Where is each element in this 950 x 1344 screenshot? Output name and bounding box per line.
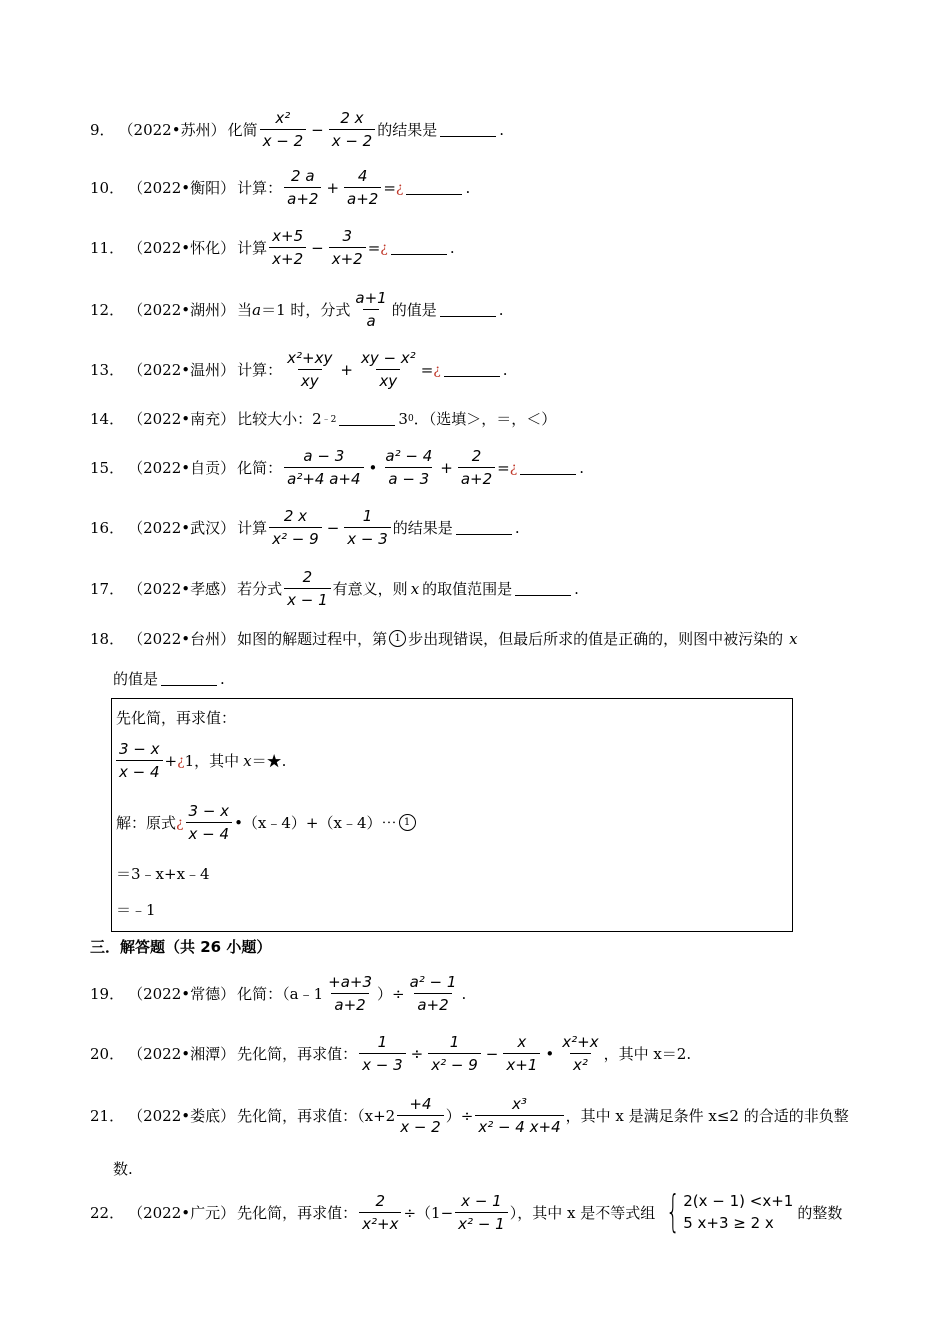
- denominator: x − 2: [260, 129, 307, 151]
- fraction: [382, 446, 435, 489]
- box-text: 1，其中: [184, 752, 240, 770]
- question-17: [90, 567, 579, 610]
- numerator: +a+3: [328, 973, 372, 991]
- period: .: [499, 120, 505, 139]
- operator: −: [311, 120, 324, 139]
- numerator: xy − x²: [360, 349, 416, 367]
- numerator: 3 − x: [188, 802, 230, 820]
- question-19: [90, 972, 466, 1015]
- question-source: （2022•温州）: [128, 361, 236, 379]
- fraction: [325, 972, 375, 1015]
- left-brace: {: [666, 1186, 681, 1237]
- question-text: 计算：: [237, 179, 283, 197]
- question-21-line-2: [113, 1158, 133, 1179]
- denominator: x − 2: [397, 1115, 444, 1137]
- denominator: xy: [376, 369, 400, 391]
- question-text: 步出现错误，但最后所求的值是正确的，则图中被污染的: [408, 630, 784, 648]
- answer-blank: [161, 671, 217, 686]
- operator: •: [368, 458, 378, 477]
- numerator: 4: [357, 167, 368, 185]
- numerator: 1: [377, 1033, 388, 1051]
- section-heading: 三．解答题（共 26 小题）: [90, 938, 272, 956]
- answer-blank: [440, 302, 496, 317]
- numerator: a − 3: [303, 447, 345, 465]
- question-text: 化简：: [237, 459, 283, 477]
- denominator: x − 3: [359, 1053, 406, 1075]
- question-text: 3: [398, 409, 408, 428]
- question-source: （2022•孝感）: [128, 580, 236, 598]
- fraction: [397, 1094, 444, 1137]
- period: .: [502, 360, 508, 379]
- question-number: 9．: [90, 121, 115, 139]
- question-text: 化简：（a﹣1: [237, 985, 324, 1003]
- period: .: [574, 579, 579, 598]
- fraction: [344, 506, 391, 549]
- fraction: [260, 108, 307, 151]
- answer-blank: [339, 411, 395, 426]
- period: .: [498, 300, 504, 319]
- numerator: 2 a: [291, 167, 315, 185]
- denominator: x − 2: [329, 129, 376, 151]
- box-text: 先化简，再求值：: [116, 709, 237, 727]
- denominator: x − 4: [186, 822, 233, 844]
- equals-sign: =: [383, 178, 396, 197]
- question-text: ，其中 x＝2.: [603, 1045, 692, 1063]
- exponent: ﹣2: [321, 415, 337, 425]
- question-number: 14．: [90, 410, 125, 428]
- circled-number: 1: [399, 814, 416, 831]
- question-source: （2022•衡阳）: [128, 179, 236, 197]
- fraction: [329, 226, 366, 269]
- numerator: x − 1: [461, 1191, 502, 1210]
- question-number: 15．: [90, 459, 125, 477]
- question-text: 计算: [237, 239, 268, 257]
- question-number: 11．: [90, 239, 125, 257]
- box-line-4: [116, 863, 210, 884]
- circled-number: 1: [389, 630, 406, 647]
- question-source: （2022•南充）: [128, 410, 236, 428]
- answer-blank: [440, 122, 496, 137]
- fraction: [269, 506, 322, 549]
- question-source: （2022•湖州）: [128, 301, 236, 319]
- denominator: xy: [298, 369, 322, 391]
- denominator: x²+x: [359, 1212, 401, 1234]
- denominator: x² − 1: [455, 1212, 508, 1234]
- garbled-char: ¿: [395, 179, 404, 196]
- period: .: [514, 518, 520, 537]
- question-number: 16．: [90, 519, 125, 537]
- question-number: 18．: [90, 630, 125, 648]
- question-18: [90, 628, 798, 649]
- question-text: 有意义，则: [332, 580, 408, 598]
- numerator: 2 x: [283, 507, 308, 525]
- denominator: x − 4: [116, 760, 163, 782]
- question-text: 先化简，再求值：: [237, 1203, 358, 1222]
- question-text: 当: [237, 301, 253, 319]
- question-text: 如图的解题过程中，第: [237, 630, 388, 648]
- operator: +: [440, 458, 453, 477]
- denominator: x² − 4 x+4: [475, 1115, 563, 1137]
- fraction: [428, 1032, 481, 1075]
- question-text: 的结果是: [392, 519, 453, 537]
- denominator: a+2: [331, 993, 368, 1015]
- denominator: x+2: [329, 247, 366, 269]
- numerator: 2: [471, 447, 482, 465]
- numerator: +4: [409, 1095, 432, 1113]
- fraction: [329, 108, 376, 151]
- numerator: 2 x: [340, 109, 364, 127]
- numerator: a² − 4: [385, 447, 433, 465]
- question-text: 计算：: [237, 361, 283, 379]
- question-source: （2022•怀化）: [128, 239, 236, 257]
- denominator: x² − 9: [428, 1053, 481, 1075]
- fraction: [475, 1094, 563, 1137]
- numerator: x: [517, 1033, 527, 1051]
- fraction: [284, 348, 335, 391]
- exponent: 0: [407, 413, 414, 424]
- fraction: [359, 1191, 401, 1234]
- question-13: [90, 348, 508, 391]
- question-text: 若分式: [237, 580, 283, 598]
- equals-sign: =: [367, 238, 381, 257]
- question-text: 化简: [227, 121, 258, 139]
- question-text: 的整数: [797, 1203, 843, 1222]
- operator: −: [326, 518, 340, 537]
- question-12: [90, 288, 504, 331]
- inequality-2: 5 x+3 ≥ 2 x: [683, 1214, 774, 1232]
- question-number: 19．: [90, 985, 125, 1003]
- numerator: x²+xy: [287, 349, 333, 367]
- fraction: [455, 1191, 508, 1234]
- variable: a: [252, 300, 262, 319]
- denominator: x − 1: [284, 588, 331, 610]
- box-line-3: [116, 801, 418, 844]
- question-text: 的结果是: [377, 121, 438, 139]
- question-number: 12．: [90, 301, 125, 319]
- numerator: x³: [512, 1095, 527, 1113]
- question-text: ），其中 x 是不等式组: [509, 1203, 656, 1222]
- numerator: 2: [375, 1191, 386, 1210]
- fraction: [284, 567, 331, 610]
- question-text: 比较大小：2: [237, 410, 322, 428]
- fraction: [284, 166, 321, 209]
- question-text: ，其中 x 是满足条件 x≤2 的合适的非负整: [565, 1107, 849, 1125]
- fraction: [344, 166, 381, 209]
- period: .: [220, 669, 225, 688]
- numerator: x²: [275, 109, 291, 127]
- question-14: [90, 408, 556, 429]
- question-source: （2022•台州）: [128, 630, 236, 648]
- denominator: x² − 9: [269, 527, 322, 549]
- question-18-line-2: [113, 668, 225, 689]
- operator: +: [164, 751, 178, 770]
- fraction: [116, 739, 163, 782]
- fraction: [458, 446, 495, 489]
- garbled-char: ¿: [509, 459, 518, 476]
- garbled-char: ¿: [177, 752, 185, 769]
- operator: −: [485, 1044, 499, 1063]
- denominator: x²: [570, 1053, 591, 1075]
- equals-sign: =: [497, 458, 510, 477]
- question-text: ÷（1−: [403, 1203, 454, 1222]
- question-16: [90, 506, 520, 549]
- fraction: [407, 972, 460, 1015]
- operator: +: [326, 178, 340, 197]
- question-source: （2022•苏州）: [118, 121, 226, 139]
- question-source: （2022•湘潭）: [128, 1045, 236, 1063]
- question-text: 先化简，再求值：: [237, 1045, 358, 1063]
- denominator: a+2: [344, 187, 381, 209]
- period: .: [465, 178, 471, 197]
- question-text: 的值是: [391, 301, 437, 319]
- denominator: a+2: [284, 187, 321, 209]
- garbled-char: ¿: [176, 814, 184, 831]
- box-text: ＝﹣1: [116, 901, 156, 919]
- equals-sign: =: [420, 360, 434, 379]
- fraction: [269, 226, 306, 269]
- question-source: （2022•武汉）: [128, 519, 236, 537]
- question-source: （2022•自贡）: [128, 459, 236, 477]
- question-text: 的值是: [113, 670, 159, 688]
- question-number: 22．: [90, 1203, 125, 1222]
- question-20: [90, 1032, 691, 1075]
- question-text: ）÷: [377, 985, 405, 1003]
- question-source: （2022•常德）: [128, 985, 236, 1003]
- period: .: [579, 458, 585, 477]
- answer-blank: [444, 362, 500, 377]
- denominator: x+2: [269, 247, 306, 269]
- operator: +: [340, 360, 353, 379]
- answer-blank: [515, 581, 571, 596]
- fraction: [358, 348, 419, 391]
- answer-blank: [406, 180, 462, 195]
- question-21: [90, 1094, 849, 1137]
- box-line-1: [116, 707, 236, 728]
- question-number: 20．: [90, 1045, 125, 1063]
- numerator: 1: [449, 1033, 460, 1051]
- question-source: （2022•娄底）: [128, 1107, 236, 1125]
- garbled-char: ¿: [380, 239, 388, 256]
- fraction: [359, 1032, 406, 1075]
- denominator: a − 3: [385, 467, 432, 489]
- question-15: [90, 446, 584, 489]
- question-number: 17．: [90, 580, 125, 598]
- question-number: 21．: [90, 1107, 125, 1125]
- answer-blank: [391, 240, 447, 255]
- question-10: [90, 166, 470, 209]
- numerator: x+5: [272, 227, 304, 245]
- variable: x: [243, 751, 252, 770]
- numerator: a² − 1: [409, 973, 457, 991]
- fraction: [284, 446, 363, 489]
- numerator: 3: [342, 227, 352, 245]
- period: .: [461, 984, 467, 1003]
- operator: −: [311, 238, 324, 257]
- question-number: 13．: [90, 361, 125, 379]
- numerator: a+1: [355, 289, 387, 307]
- inequality-1: 2(x − 1) <x+1: [683, 1192, 794, 1210]
- question-text: 先化简，再求值：（x+2: [237, 1107, 396, 1125]
- box-line-5: [116, 899, 156, 920]
- question-text: ＝1 时，分式: [261, 301, 351, 319]
- numerator: 1: [362, 507, 373, 525]
- question-text: 的取值范围是: [422, 580, 513, 598]
- question-9: [90, 108, 504, 151]
- numerator: 2: [302, 568, 313, 586]
- denominator: x+1: [503, 1053, 540, 1075]
- solution-box: [111, 698, 793, 932]
- garbled-char: ¿: [433, 361, 441, 378]
- operator: •: [545, 1044, 555, 1063]
- box-text: •（x﹣4）+（x﹣4）⋯: [234, 814, 397, 832]
- fraction: [186, 801, 233, 844]
- denominator: a: [363, 309, 378, 331]
- fraction: [352, 288, 389, 331]
- question-11: [90, 226, 455, 269]
- box-text: ＝3﹣x+x﹣4: [116, 865, 210, 883]
- question-text: 计算: [237, 519, 268, 537]
- box-text: 解：原式: [116, 814, 177, 832]
- answer-blank: [520, 460, 576, 475]
- question-22: [90, 1186, 843, 1237]
- question-source: （2022•广元）: [128, 1203, 236, 1222]
- fraction: [559, 1032, 601, 1075]
- question-number: 10．: [90, 179, 125, 197]
- box-line-2: [116, 739, 286, 782]
- box-text: ＝★.: [251, 752, 287, 770]
- numerator: x²+x: [562, 1033, 599, 1051]
- answer-blank: [456, 520, 512, 535]
- variable: x: [410, 579, 420, 598]
- variable: x: [789, 629, 798, 648]
- denominator: a+2: [414, 993, 451, 1015]
- question-text: 数.: [113, 1160, 133, 1178]
- fraction: [503, 1032, 540, 1075]
- period: .: [449, 238, 455, 257]
- inequality-system: [659, 1186, 794, 1237]
- operator: ÷: [410, 1044, 424, 1063]
- numerator: 3 − x: [119, 740, 160, 758]
- question-text: ．（选填＞，＝，＜）: [413, 410, 557, 428]
- denominator: a+2: [458, 467, 495, 489]
- question-text: ）÷: [445, 1107, 474, 1125]
- denominator: a²+4 a+4: [284, 467, 363, 489]
- denominator: x − 3: [344, 527, 391, 549]
